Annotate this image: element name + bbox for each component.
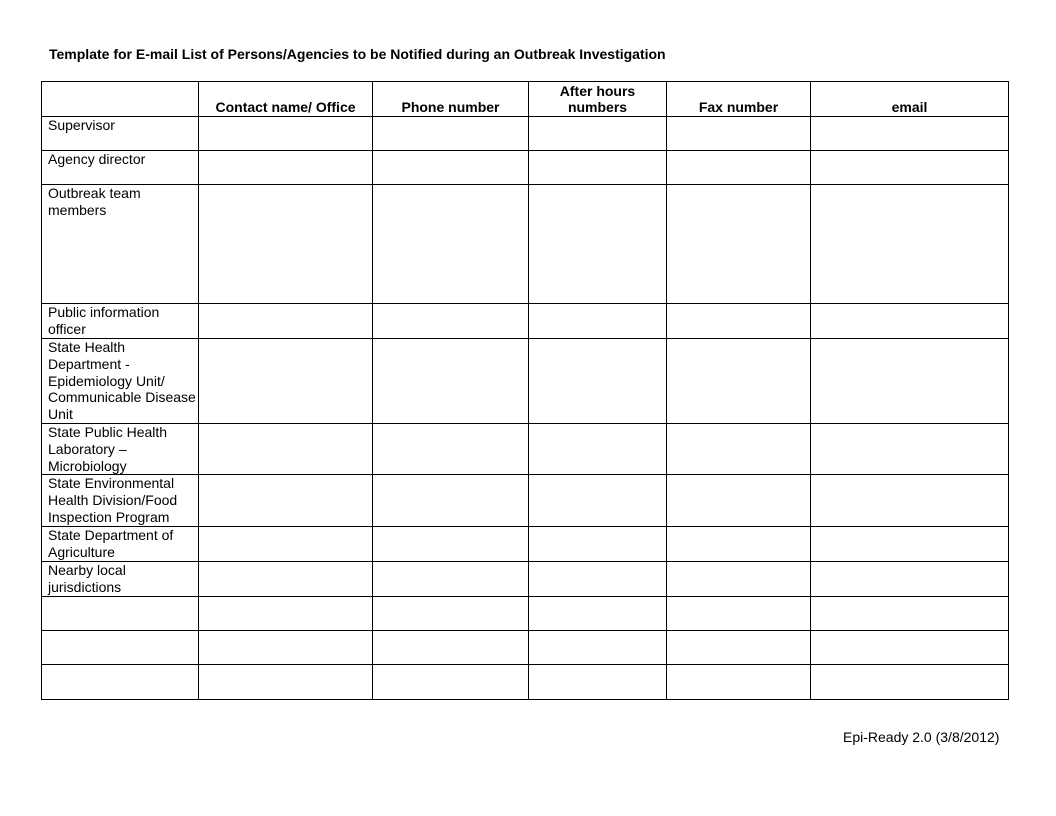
header-row (42, 82, 1009, 117)
fax-number-cell[interactable] (667, 475, 811, 527)
contact-name-cell[interactable] (199, 339, 373, 424)
row-label: State Environmental Health Division/Food Inspection Program (42, 475, 199, 527)
fax-number-cell[interactable] (667, 596, 811, 630)
row-label: Public information officer (42, 304, 199, 339)
phone-number-cell[interactable] (373, 596, 529, 630)
header-fax-number: Fax number (667, 82, 811, 117)
contact-name-cell[interactable] (199, 475, 373, 527)
after-hours-cell[interactable] (529, 664, 667, 699)
fax-number-cell[interactable] (667, 185, 811, 304)
email-cell[interactable] (811, 424, 1009, 475)
table-row (42, 561, 1009, 596)
after-hours-cell[interactable] (529, 339, 667, 424)
after-hours-cell[interactable] (529, 630, 667, 664)
email-cell[interactable] (811, 596, 1009, 630)
phone-number-cell[interactable] (373, 561, 529, 596)
phone-number-cell[interactable] (373, 339, 529, 424)
header-after-hours-numbers: After hours numbers (529, 82, 667, 117)
email-cell[interactable] (811, 185, 1009, 304)
contact-name-cell[interactable] (199, 304, 373, 339)
after-hours-cell[interactable] (529, 117, 667, 151)
email-cell[interactable] (811, 664, 1009, 699)
fax-number-cell[interactable] (667, 304, 811, 339)
table-row (42, 304, 1009, 339)
contact-name-cell[interactable] (199, 185, 373, 304)
contact-name-cell[interactable] (199, 630, 373, 664)
contact-name-cell[interactable] (199, 561, 373, 596)
table-row (42, 630, 1009, 664)
row-label (42, 664, 199, 699)
table-row (42, 664, 1009, 699)
table-row (42, 185, 1009, 304)
fax-number-cell[interactable] (667, 339, 811, 424)
row-label: State Public Health Laboratory – Microbiology (42, 424, 199, 475)
table-row (42, 151, 1009, 185)
row-label: Outbreak team members (42, 185, 199, 304)
phone-number-cell[interactable] (373, 630, 529, 664)
header-email: email (811, 82, 1009, 117)
row-label: State Department of Agriculture (42, 527, 199, 562)
after-hours-cell[interactable] (529, 596, 667, 630)
email-cell[interactable] (811, 304, 1009, 339)
table-row (42, 424, 1009, 475)
after-hours-cell[interactable] (529, 527, 667, 562)
header-phone-number: Phone number (373, 82, 529, 117)
phone-number-cell[interactable] (373, 151, 529, 185)
after-hours-cell[interactable] (529, 304, 667, 339)
table-row (42, 475, 1009, 527)
fax-number-cell[interactable] (667, 664, 811, 699)
after-hours-cell[interactable] (529, 561, 667, 596)
notification-table (41, 81, 1009, 700)
table-row (42, 117, 1009, 151)
contact-name-cell[interactable] (199, 117, 373, 151)
row-label: Supervisor (42, 117, 199, 151)
fax-number-cell[interactable] (667, 151, 811, 185)
fax-number-cell[interactable] (667, 117, 811, 151)
after-hours-cell[interactable] (529, 185, 667, 304)
fax-number-cell[interactable] (667, 561, 811, 596)
contact-name-cell[interactable] (199, 151, 373, 185)
email-cell[interactable] (811, 527, 1009, 562)
email-cell[interactable] (811, 475, 1009, 527)
header-blank (42, 82, 199, 117)
contact-name-cell[interactable] (199, 664, 373, 699)
row-label: Nearby local jurisdictions (42, 561, 199, 596)
table-row (42, 596, 1009, 630)
phone-number-cell[interactable] (373, 185, 529, 304)
email-cell[interactable] (811, 339, 1009, 424)
table-row (42, 339, 1009, 424)
email-cell[interactable] (811, 117, 1009, 151)
row-label (42, 630, 199, 664)
contact-name-cell[interactable] (199, 424, 373, 475)
table-row (42, 527, 1009, 562)
after-hours-cell[interactable] (529, 151, 667, 185)
document-title: Template for E-mail List of Persons/Agencies to be Notified during an Outbreak Investigation (49, 46, 666, 62)
contact-name-cell[interactable] (199, 527, 373, 562)
fax-number-cell[interactable] (667, 424, 811, 475)
phone-number-cell[interactable] (373, 117, 529, 151)
footer-version: Epi-Ready 2.0 (3/8/2012) (843, 729, 1000, 745)
fax-number-cell[interactable] (667, 527, 811, 562)
email-cell[interactable] (811, 151, 1009, 185)
after-hours-cell[interactable] (529, 475, 667, 527)
fax-number-cell[interactable] (667, 630, 811, 664)
phone-number-cell[interactable] (373, 424, 529, 475)
phone-number-cell[interactable] (373, 475, 529, 527)
phone-number-cell[interactable] (373, 304, 529, 339)
email-cell[interactable] (811, 561, 1009, 596)
email-cell[interactable] (811, 630, 1009, 664)
header-contact-name: Contact name/ Office (199, 82, 373, 117)
phone-number-cell[interactable] (373, 527, 529, 562)
row-label: Agency director (42, 151, 199, 185)
phone-number-cell[interactable] (373, 664, 529, 699)
after-hours-cell[interactable] (529, 424, 667, 475)
row-label (42, 596, 199, 630)
row-label: State Health Department - Epidemiology Unit/ Communicable Disease Unit (42, 339, 199, 424)
contact-name-cell[interactable] (199, 596, 373, 630)
